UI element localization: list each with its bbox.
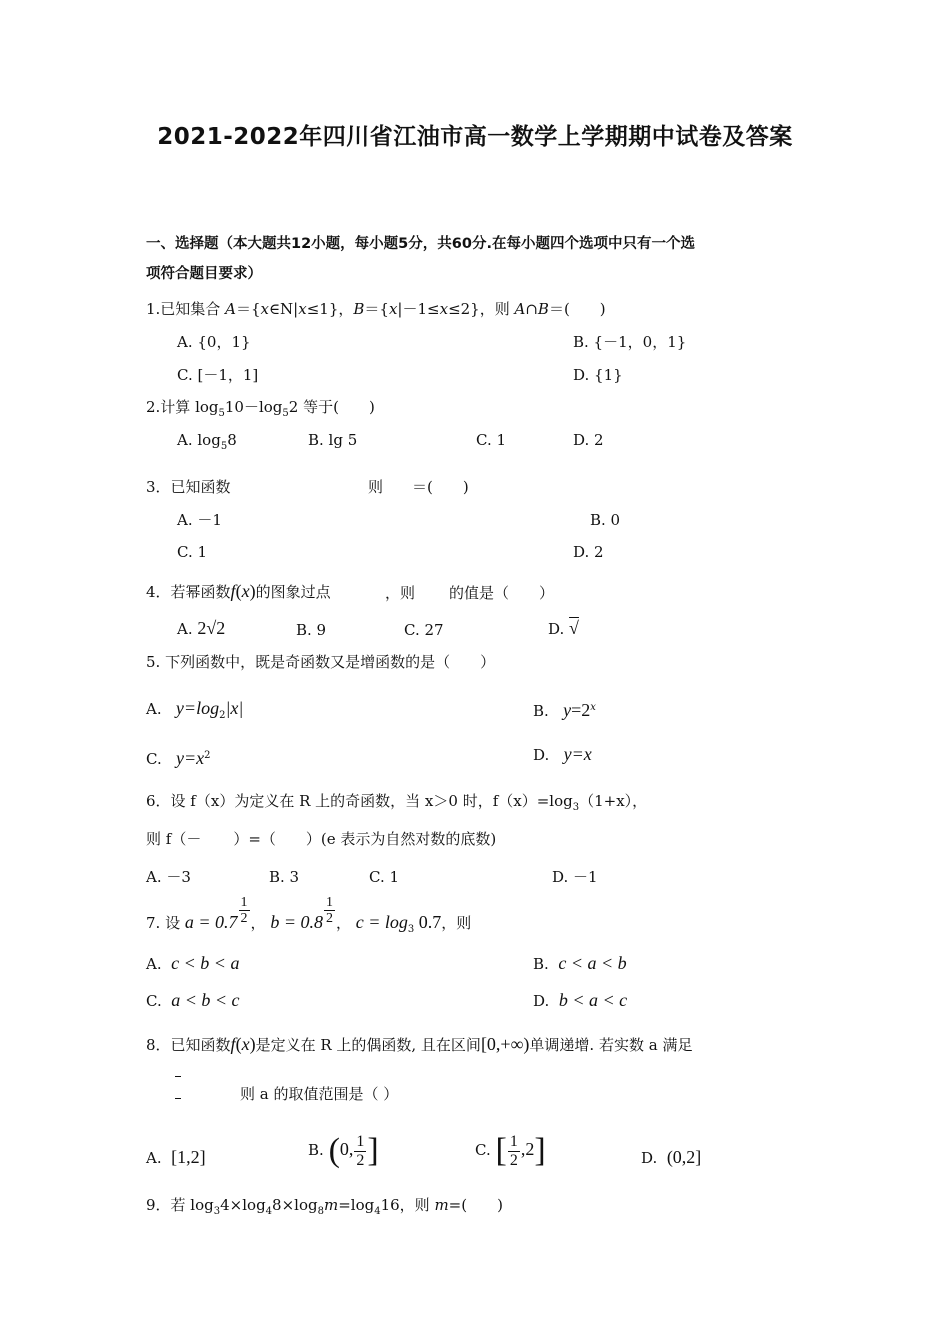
question-8-line2: 则 a 的取值范围是（ ） xyxy=(240,1085,399,1103)
question-2: 2.计算 $\log_510-\log_52$ 等于( ) xyxy=(146,398,375,419)
q8-placeholder-mark xyxy=(175,1076,181,1077)
q4-option-d: D. √ xyxy=(548,618,579,638)
question-4-then: ，则 xyxy=(385,584,416,602)
q8-option-d: D. (0,2] xyxy=(641,1147,702,1167)
question-3-then: 则 xyxy=(368,478,384,496)
question-7: 7. 设 a = 0.7 $\frac{1}{2}$ ， b = 0.8 $\frac{1}{2}$ ， $c = \log_3 0.7$，则 xyxy=(146,894,472,935)
q1-option-b: B. {－1，0，1} xyxy=(573,333,687,351)
q3-option-b: B. 0 xyxy=(590,511,621,529)
question-5: 5. 下列函数中，既是奇函数又是增函数的是（ ） xyxy=(146,653,496,671)
question-6-line2: 则 f（－ ）=（ ）(e 表示为自然对数的底数) xyxy=(146,830,497,848)
q8-option-c: C. [ $\frac{1}{2}$ ,2] xyxy=(475,1132,546,1169)
question-3-end: ＝( ) xyxy=(412,478,469,496)
page-title: 2021-2022年四川省江油市高一数学上学期期中试卷及答案 xyxy=(157,124,793,150)
q6-option-d: D. －1 xyxy=(552,868,598,886)
question-3-stem: 3．已知函数 xyxy=(146,478,231,496)
q3-option-a: A. －1 xyxy=(177,511,222,529)
question-9: 9．若 $\log_34\times\log_48\times\log_8m=\log_416$，则 m=( ) xyxy=(146,1196,503,1217)
question-4-stem: 4．若幂函数f(x)的图象过点 xyxy=(146,581,331,601)
question-4-end: 的值是（ ） xyxy=(449,584,555,602)
q7-option-b: B. c < a < b xyxy=(533,953,627,973)
q7-option-a: A. c < b < a xyxy=(146,953,240,973)
q4-option-c: C. 27 xyxy=(404,621,444,639)
q1-option-c: C. [－1，1] xyxy=(177,366,259,384)
question-8-line1: 8．已知函数f(x)是定义在 R 上的偶函数, 且在区间[0,+∞)单调递增. 若实数 a 满足 xyxy=(146,1034,693,1054)
q3-option-c: C. 1 xyxy=(177,543,208,561)
q3-option-d: D. 2 xyxy=(573,543,604,561)
q4-option-b: B. 9 xyxy=(296,621,327,639)
section-heading: 一、选择题（本大题共12小题，每小题5分，共60分.在每小题四个选项中只有一个选 xyxy=(146,236,695,252)
q8-option-a: A. [1,2] xyxy=(146,1147,206,1167)
q7-option-c: C. a < b < c xyxy=(146,990,240,1010)
q2-option-b: B. lg 5 xyxy=(308,431,358,449)
q5-option-d: D. y=x xyxy=(533,744,592,764)
q6-option-c: C. 1 xyxy=(369,868,400,886)
q2-option-a: A. $\log_58$ xyxy=(177,431,237,452)
question-6-line1: 6．设 f（x）为定义在 R 上的奇函数，当 x＞0 时，$f(x)=\log_3(1+x)$， xyxy=(146,792,648,813)
q1-option-d: D. {1} xyxy=(573,366,623,384)
q6-option-a: A. －3 xyxy=(146,868,191,886)
q8-placeholder-mark xyxy=(175,1098,181,1099)
q6-option-b: B. 3 xyxy=(269,868,300,886)
q8-option-b: B. (0, $\frac{1}{2}$ ] xyxy=(308,1132,379,1169)
question-1: 1.已知集合 A＝{x∈N|x≤1}，B＝{x|－1≤x≤2}，则 A∩B＝( ) xyxy=(146,300,606,318)
q2-option-d: D. 2 xyxy=(573,431,604,449)
q5-option-a: A. $y=\log_2|x|$ xyxy=(146,698,244,721)
q1-option-a: A. {0，1} xyxy=(177,333,251,351)
q5-option-b: B. $y=2^x$ xyxy=(533,700,596,720)
q7-option-d: D. b < a < c xyxy=(533,990,628,1010)
q4-option-a: A. 2√2 xyxy=(177,618,226,638)
q5-option-c: C. $y=x^2$ xyxy=(146,748,211,768)
q2-option-c: C. 1 xyxy=(476,431,507,449)
section-heading-cont: 项符合题目要求） xyxy=(146,266,262,282)
